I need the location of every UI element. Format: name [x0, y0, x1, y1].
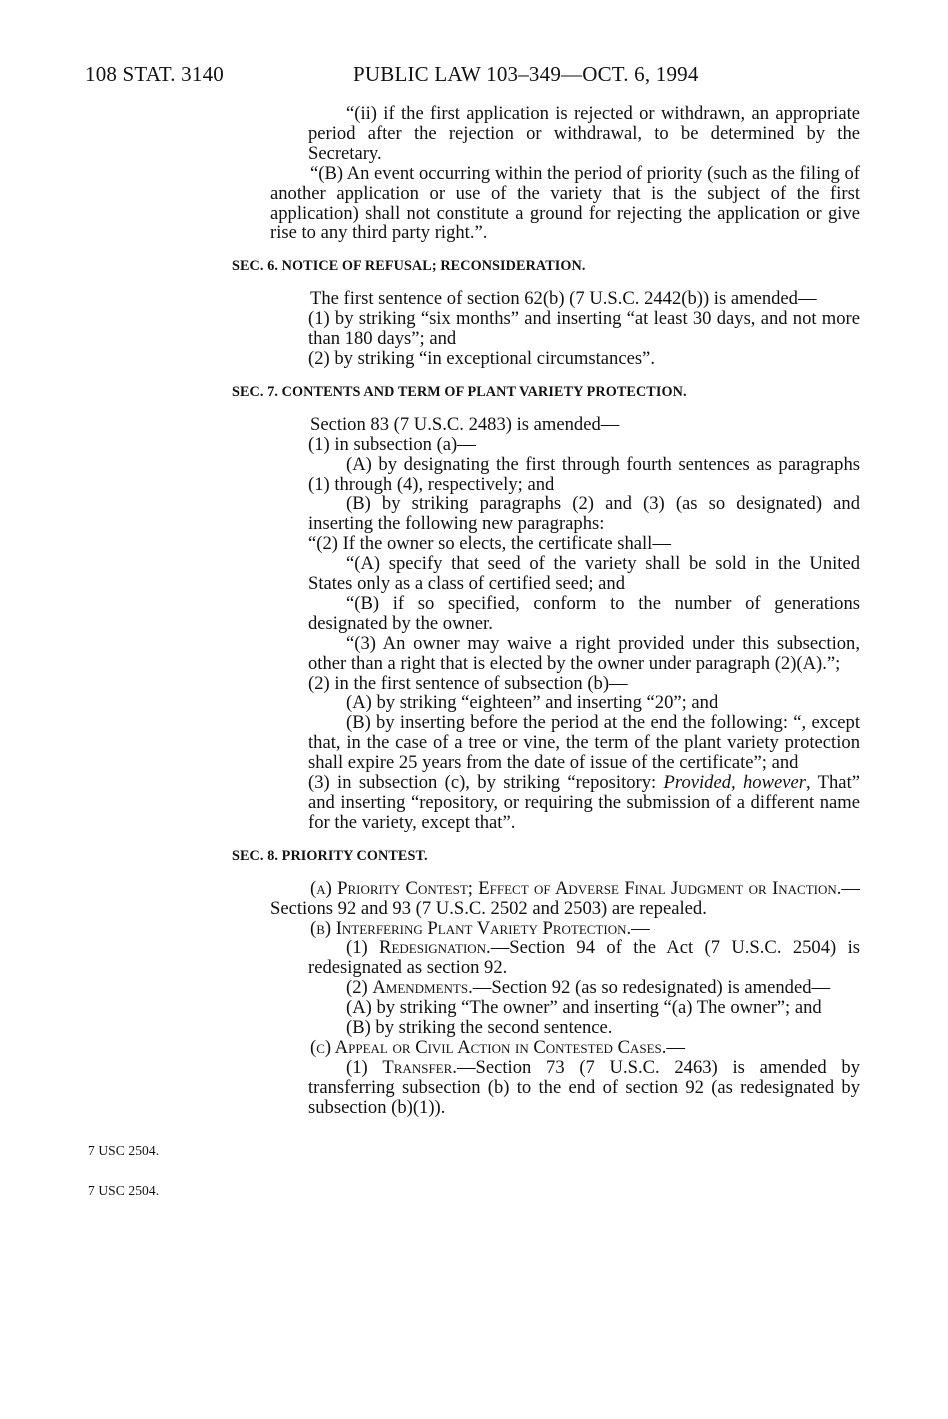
paragraph: (1) Redesignation.—Section 94 of the Act (7 U.S.C. 2504) is redesignated as section 92. [308, 937, 860, 979]
section-heading: SEC. 8. PRIORITY CONTEST. [232, 847, 428, 864]
paragraph: “(B) An event occurring within the period of priority (such as the filing of another application or use of the variety that is the subject of the first application) shall not constitute a ground for rejecting the application or give rise to any third party right.”. [270, 162, 860, 244]
paragraph: (3) in subsection (c), by striking “repository: Provided, however, That” and inserting “repository, or requiring the submission of a different name for the variety, except that”. [308, 772, 860, 833]
paragraph: (2) by striking “in exceptional circumstances”. [308, 347, 655, 369]
paragraph: “(A) specify that seed of the variety shall be sold in the United States only as a class of certified seed; and [308, 553, 860, 595]
document-body [232, 103, 860, 1118]
section-heading: SEC. 6. NOTICE OF REFUSAL; RECONSIDERATION. [232, 258, 586, 275]
paragraph: “(3) An owner may waive a right provided under this subsection, other than a right that is elected by the owner under paragraph (2)(A).”; [308, 632, 860, 674]
paragraph: (B) by striking paragraphs (2) and (3) (as so designated) and inserting the following new paragraphs: [308, 493, 860, 535]
paragraph: (B) by striking the second sentence. [346, 1017, 613, 1039]
paragraph: Section 83 (7 U.S.C. 2483) is amended— [310, 413, 620, 435]
paragraph: “(ii) if the first application is rejected or withdrawn, an appropriate period after the rejection or withdrawal, to be determined by the Secretary. [308, 103, 860, 164]
paragraph: “(2) If the owner so elects, the certificate shall— [308, 533, 671, 555]
paragraph: (1) by striking “six months” and inserting “at least 30 days, and not more than 180 days”; and [308, 308, 860, 350]
paragraph: (b) Interfering Plant Variety Protection.— [310, 917, 650, 939]
paragraph: (2) Amendments.—Section 92 (as so redesignated) is amended— [346, 977, 831, 999]
paragraph: (A) by striking “eighteen” and inserting “20”; and [346, 692, 719, 714]
paragraph: The first sentence of section 62(b) (7 U.S.C. 2442(b)) is amended— [310, 288, 817, 310]
statute-page-number: 108 STAT. 3140 [85, 62, 224, 86]
paragraph: (1) in subsection (a)— [308, 433, 476, 455]
paragraph: (a) Priority Contest; Effect of Adverse Final Judgment or Inaction.—Sections 92 and 93 (7 U.S.C. 2502 and 2503) are repealed. [270, 877, 860, 919]
paragraph: (A) by striking “The owner” and inserting “(a) The owner”; and [346, 997, 822, 1019]
section-heading: SEC. 7. CONTENTS AND TERM OF PLANT VARIETY PROTECTION. [232, 383, 687, 400]
paragraph: (A) by designating the first through fourth sentences as paragraphs (1) through (4), respectively; and [308, 453, 860, 495]
margin-note-usc: 7 USC 2504. [88, 1183, 160, 1198]
paragraph: (c) Appeal or Civil Action in Contested Cases.— [310, 1036, 686, 1058]
margin-note-usc: 7 USC 2504. [88, 1143, 160, 1158]
paragraph: (2) in the first sentence of subsection (b)— [308, 672, 628, 694]
paragraph: (B) by inserting before the period at the end the following: “, except that, in the case of a tree or vine, the term of the plant variety protection shall expire 25 years from the date of issue of the certificate”; and [308, 712, 860, 774]
public-law-title: PUBLIC LAW 103–349—OCT. 6, 1994 [353, 62, 699, 86]
paragraph: (1) Transfer.—Section 73 (7 U.S.C. 2463) is amended by transferring subsection (b) to the end of section 92 (as redesignated by subsection (b)(1)). [308, 1056, 860, 1118]
paragraph: “(B) if so specified, conform to the number of generations designated by the owner. [308, 592, 860, 634]
